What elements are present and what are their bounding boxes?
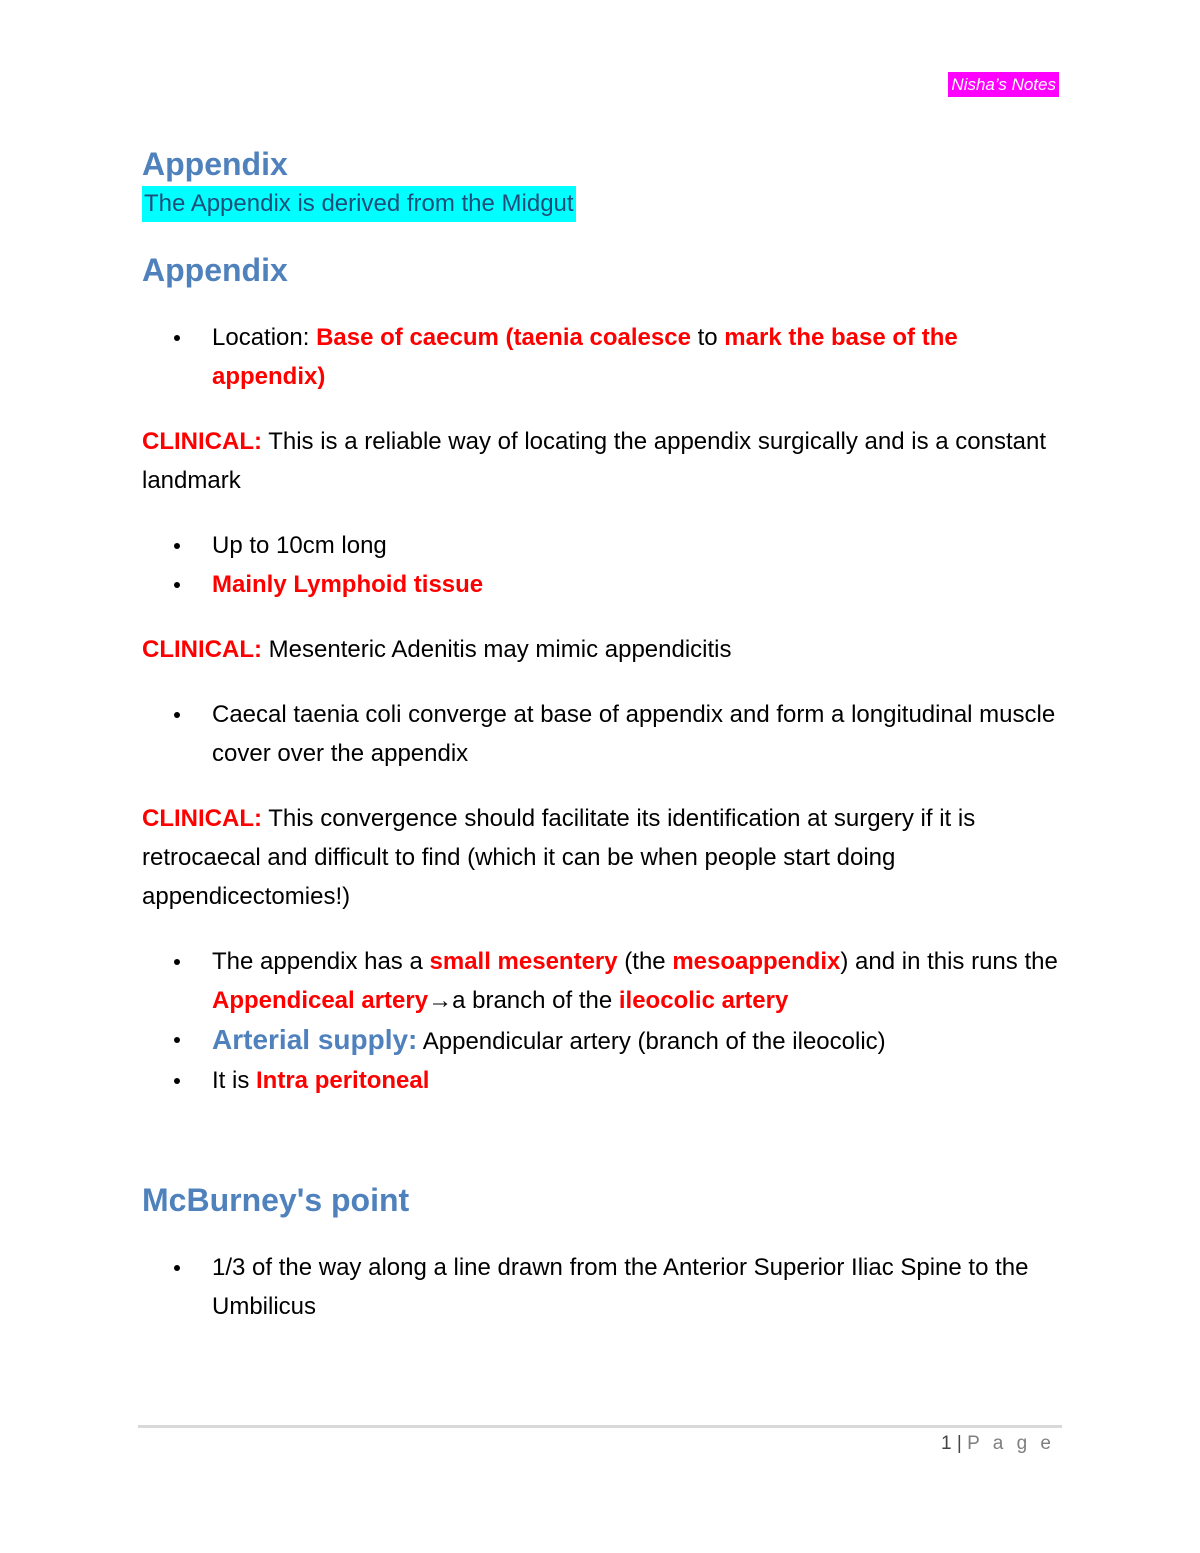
section-heading-mcburney: McBurney's point (142, 1182, 410, 1218)
list-item-caecal (142, 695, 1062, 773)
arterial-text: Appendicular artery (branch of the ileocolic) (417, 1028, 886, 1055)
page-number: 1 (941, 1433, 952, 1454)
mesentery-text-1: The appendix has a (212, 948, 430, 975)
intra-text: It is (212, 1067, 257, 1094)
clinical-text: This is a reliable way of locating the appendix surgically and is a constant landmark (142, 428, 1046, 494)
page-label: P a g e (967, 1433, 1055, 1454)
clinical-label: CLINICAL: (142, 428, 262, 455)
mesentery-red-4: ileocolic artery (618, 987, 789, 1014)
bullet-icon (174, 543, 180, 549)
list-item-intra-peritoneal (142, 1061, 1062, 1100)
bullet-icon (174, 959, 180, 965)
list-item-mesentery (142, 942, 1062, 1020)
location-red-1: Base of caecum (taenia coalesce (316, 324, 691, 351)
mcburney-text: 1/3 of the way along a line drawn from the Anterior Superior Iliac Spine to the Umbilicus (212, 1254, 1029, 1320)
mesentery-red-2: mesoappendix (672, 948, 841, 975)
clinical-text: Mesenteric Adenitis may mimic appendicitis (261, 636, 732, 663)
bullet-list-location (142, 318, 1062, 396)
list-item-mcburney (142, 1248, 1062, 1326)
section-heading-appendix: Appendix (142, 252, 288, 288)
length-text: Up to 10cm long (212, 532, 387, 559)
bullet-icon (174, 582, 180, 588)
header-notes-tag: Nisha’s Notes (948, 72, 1059, 97)
mesentery-text-3: ) and in this runs the (840, 948, 1058, 975)
subtitle-highlight: The Appendix is derived from the Midgut (142, 186, 576, 222)
clinical-note-2 (142, 630, 1062, 669)
clinical-label: CLINICAL: (142, 636, 262, 663)
bullet-icon (174, 335, 180, 341)
arrow-right-icon: → (428, 987, 453, 1014)
bullet-icon (174, 1037, 180, 1043)
bullet-icon (174, 712, 180, 718)
bullet-list-caecal (142, 695, 1062, 773)
clinical-label: CLINICAL: (142, 805, 262, 832)
bullet-list-mcburney (142, 1248, 1062, 1326)
location-red-2: mark the base of the appendix) (212, 324, 958, 390)
clinical-text: This convergence should facilitate its identification at surgery if it is retrocaecal and difficult to find (which it can be when people start doing appendicectomies!) (142, 805, 976, 910)
mesentery-red-3: Appendiceal artery (212, 987, 429, 1014)
clinical-note-1 (142, 422, 1062, 500)
lymphoid-text: Mainly Lymphoid tissue (212, 571, 484, 598)
arterial-label: Arterial supply: (212, 1024, 418, 1055)
bullet-icon (174, 1265, 180, 1271)
list-item-lymphoid (142, 565, 1062, 604)
page-content (142, 142, 1062, 1326)
page-footer (941, 1430, 1055, 1458)
clinical-note-3 (142, 799, 1062, 916)
bullet-list-anatomy (142, 942, 1062, 1100)
list-item-location (142, 318, 1062, 396)
list-item-arterial-supply (142, 1020, 1062, 1061)
mesentery-text-2: (the (617, 948, 673, 975)
mesentery-red-1: small mesentery (429, 948, 618, 975)
list-item-length (142, 526, 1062, 565)
mesentery-text-4: a branch of the (452, 987, 619, 1014)
location-prefix: Location: (212, 324, 317, 351)
page-title: Appendix (142, 146, 288, 182)
caecal-text: Caecal taenia coli converge at base of appendix and form a longitudinal muscle cover over the appendix (212, 701, 1056, 767)
footer-divider (138, 1425, 1062, 1428)
footer-separator: | (951, 1433, 968, 1454)
intra-red: Intra peritoneal (256, 1067, 430, 1094)
bullet-list-properties (142, 526, 1062, 604)
bullet-icon (174, 1078, 180, 1084)
location-mid: to (690, 324, 725, 351)
